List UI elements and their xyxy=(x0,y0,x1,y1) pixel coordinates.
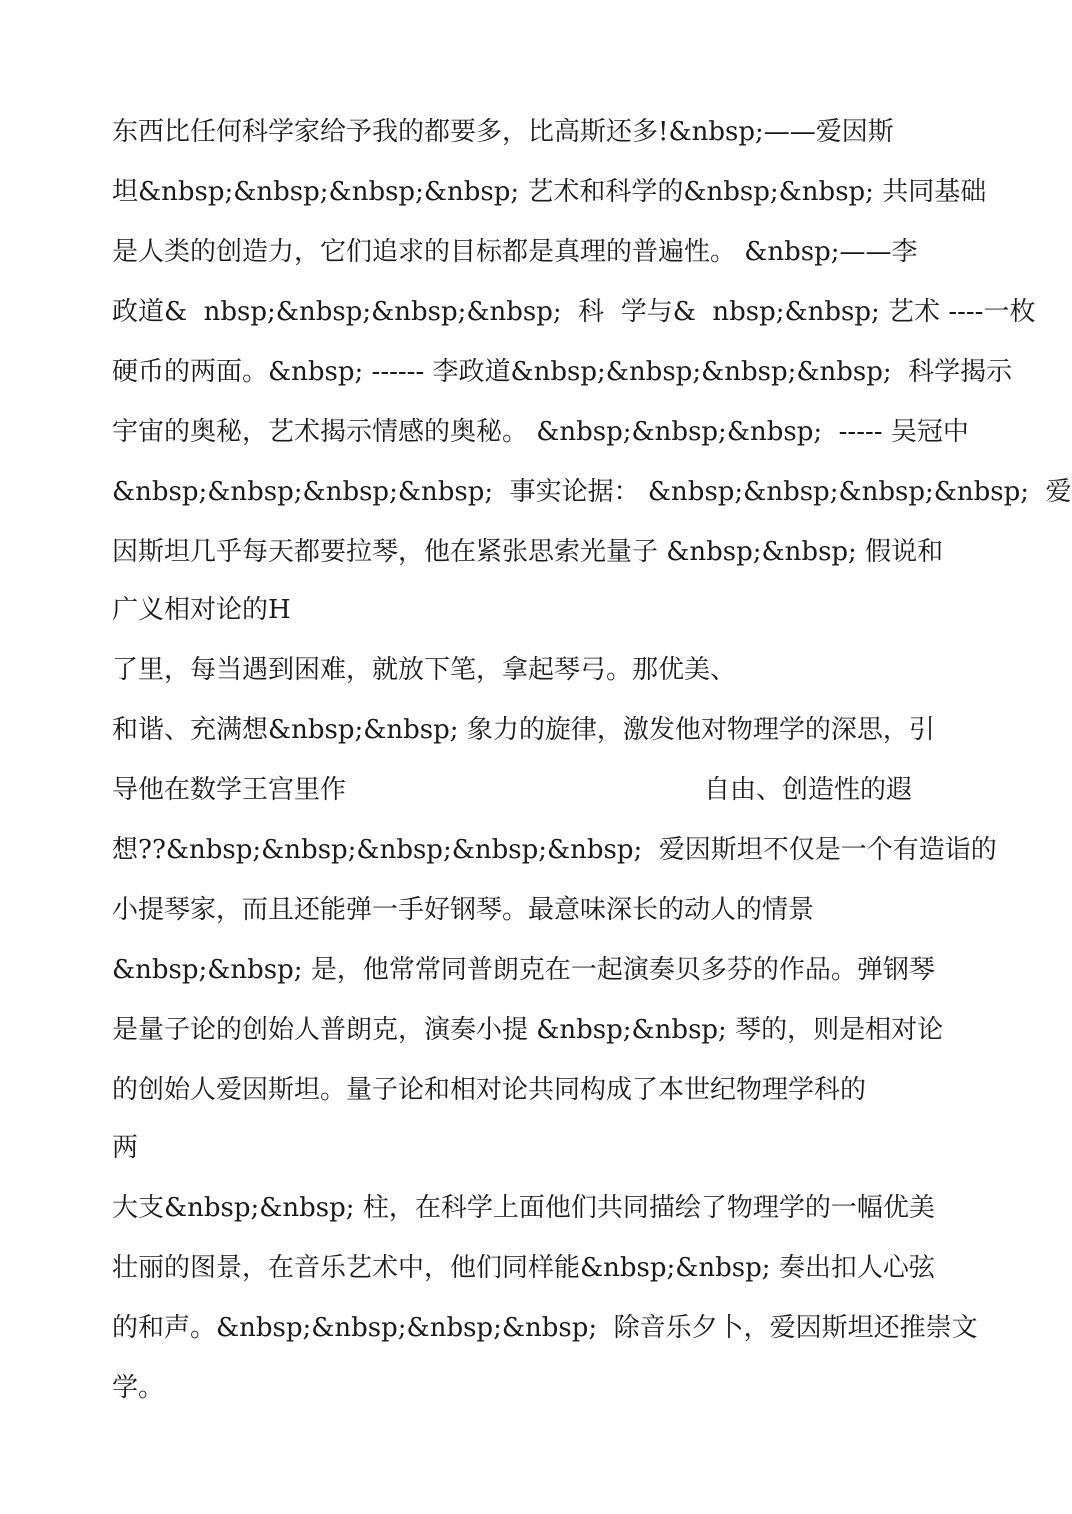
text-line: 宇宙的奥秘，艺术揭示情感的奥秘。 &nbsp;&nbsp;&nbsp; ----- 吴冠中 xyxy=(112,417,969,447)
text-segment: 坦&nbsp;&nbsp;&nbsp;&nbsp; 艺术和科学的&nbsp;&nbsp; 共 xyxy=(112,177,909,207)
text-line: 学。 xyxy=(112,1373,165,1403)
text-line: 是量子论的创始人普朗克，演奏小提 &nbsp;&nbsp; 琴的，则是相对论 xyxy=(112,1015,944,1045)
text-line xyxy=(112,175,987,209)
text-line xyxy=(112,773,912,807)
text-line: 想??&nbsp;&nbsp;&nbsp;&nbsp;&nbsp; 爱因斯坦不仅是一个有造诣的 xyxy=(112,835,997,865)
text-line: 小提琴家，而且还能弹一手好钢琴。最意味深长的动人的情景 xyxy=(112,895,815,925)
text-line: &nbsp;&nbsp;&nbsp;&nbsp; 事实论据： &nbsp;&nbsp;&nbsp;&nbsp; 爱 xyxy=(112,477,1072,507)
text-segment: 导他在数学王宫里作 xyxy=(112,775,347,805)
text-line: 是人类的创造力，它们追求的目标都是真理的普遍性。 &nbsp;——李 xyxy=(112,237,918,267)
text-line: 的创始人爱因斯坦。量子论和相对论共同构成了本世纪物理学科的 xyxy=(112,1075,867,1105)
text-line: 大支&nbsp;&nbsp; 柱，在科学上面他们共同描绘了物理学的一幅优美 xyxy=(112,1193,935,1223)
text-line: 壮丽的图景，在音乐艺术中，他们同样能&nbsp;&nbsp; 奏出扣人心弦 xyxy=(112,1253,935,1283)
text-line: 两 xyxy=(112,1133,139,1163)
text-segment: 自由、创造性的遐 xyxy=(703,775,912,805)
text-line: &nbsp;&nbsp; 是，他常常同普朗克在一起演奏贝多芬的作品。弹钢琴 xyxy=(112,955,935,985)
text-line: 硬币的两面。&nbsp; ------ 李政道&nbsp;&nbsp;&nbsp;&nbsp; 科学揭示 xyxy=(112,357,1013,387)
text-line: 政道& nbsp;&nbsp;&nbsp;&nbsp; 科 学与& nbsp;&nbsp; 艺术 ----一枚 xyxy=(112,297,1036,327)
text-line: 广义相对论的H xyxy=(112,595,291,625)
text-line: 的和声。&nbsp;&nbsp;&nbsp;&nbsp; 除音乐夕卜，爱因斯坦还推崇文 xyxy=(112,1313,978,1343)
text-line: 了里，每当遇到困难，就放下笔，拿起琴弓。那优美、 xyxy=(112,655,737,685)
text-line: 因斯坦几乎每天都要拉琴，他在紧张思索光量子 &nbsp;&nbsp; 假说和 xyxy=(112,537,944,567)
text-line: 和谐、充满想&nbsp;&nbsp; 象力的旋律，激发他对物理学的深思，引 xyxy=(112,715,935,745)
text-segment: 同基础 xyxy=(908,177,987,207)
text-line: 东西比任何科学家给予我的都要多，比高斯还多!&nbsp;——爱因斯 xyxy=(112,117,894,147)
